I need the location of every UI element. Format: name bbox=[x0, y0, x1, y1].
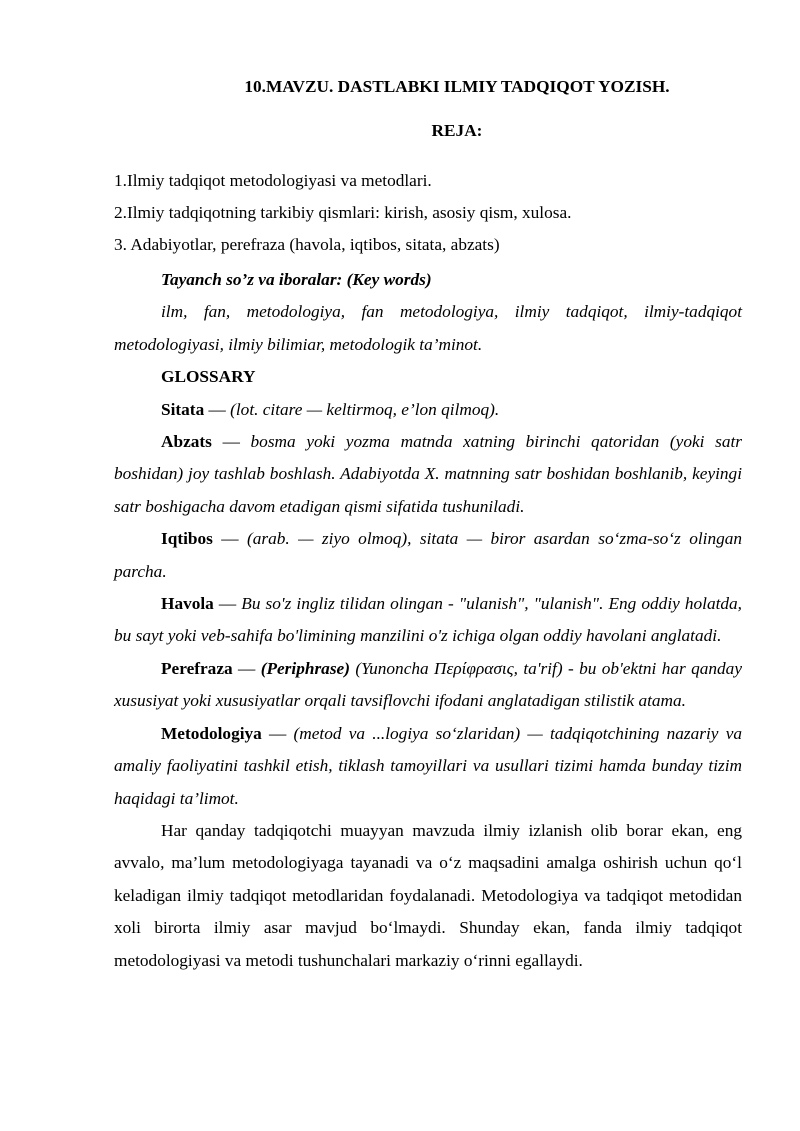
glossary-entry-perefraza bbox=[114, 653, 742, 718]
glossary-definition: (arab. — ziyo olmoq), sitata — biror asardan so‘zma-so‘z olingan parcha. bbox=[114, 529, 743, 581]
glossary-dash: — bbox=[261, 723, 294, 743]
glossary-dash: — bbox=[212, 529, 247, 549]
glossary-dash: — bbox=[213, 594, 242, 614]
plan-item: 1.Ilmiy tadqiqot metodologiyasi va metodlari. bbox=[114, 171, 432, 190]
keywords-text: ilm, fan, metodologiya, fan metodologiya, ilmiy tadqiqot, ilmiy-tadqiqot metodologiyasi, ilmiy bilimiar, metodologik ta’minot. bbox=[114, 302, 742, 354]
glossary-definition: (metod va ...logiya so‘zlaridan) — tadqiqotchining nazariy va amaliy faoliyatini tashkil etish, tiklash tamoyillari va usullari tizimi hamda bunday tizim haqidagi ta’limot. bbox=[114, 723, 743, 808]
document-body bbox=[114, 264, 742, 977]
glossary-term: Perefraza bbox=[161, 658, 233, 678]
glossary-dash: — bbox=[204, 399, 231, 419]
glossary-dash: — bbox=[232, 658, 261, 678]
glossary-definition: Bu so'z ingliz tilidan olingan - "ulanish", "ulanish". Eng oddiy holatda, bu sayt yoki veb-sahifa bo'limining manzilini o'z ichiga olgan oddiy havolani anglatadi. bbox=[114, 594, 742, 646]
plan-heading: REJA: bbox=[431, 121, 483, 140]
glossary-entry-iqtibos bbox=[114, 523, 742, 588]
glossary-term: Metodologiya bbox=[161, 723, 262, 743]
glossary-term-english: (Periphrase) bbox=[260, 658, 350, 678]
glossary-term: Iqtibos bbox=[161, 529, 213, 549]
glossary-heading: GLOSSARY bbox=[161, 367, 256, 387]
glossary-term: Abzats bbox=[161, 432, 212, 452]
plan-item: 2.Ilmiy tadqiqotning tarkibiy qismlari: kirish, asosiy qism, xulosa. bbox=[114, 203, 572, 222]
glossary-term: Sitata bbox=[161, 399, 205, 419]
glossary-entry-havola bbox=[114, 588, 742, 653]
keywords-heading: Tayanch so’z va iboralar: (Key words) bbox=[161, 270, 432, 289]
plan-item: 3. Adabiyotlar, perefraza (havola, iqtibos, sitata, abzats) bbox=[114, 235, 500, 254]
glossary-definition: (lot. citare — keltirmoq, e’lon qilmoq). bbox=[230, 399, 500, 419]
page-title: 10.MAVZU. DASTLABKI ILMIY TADQIQOT YOZISH. bbox=[244, 77, 670, 96]
body-paragraph: Har qanday tadqiqotchi muayyan mavzuda ilmiy izlanish olib borar ekan, eng avvalo, ma’lum metodologiyaga tayanadi va o‘z maqsadini amalga oshirish uchun qo‘l keladigan ilmiy tadqiqot metodlaridan foydalanadi. Metodologiya va tadqiqot metodidan xoli birorta ilmiy asar mavjud bo‘lmaydi. Shunday ekan, fanda ilmiy tadqiqot metodologiyasi va metodi tushunchalari markaziy o‘rinni egallaydi. bbox=[114, 820, 742, 970]
glossary-dash: — bbox=[211, 432, 251, 452]
glossary-definition: (Yunoncha Περίφρασις, ta'rif) - bu ob'ektni har qanday xususiyat yoki xususiyatlar orqali tavsiflovchi ifodani anglatadigan stilistik atama. bbox=[114, 658, 742, 711]
glossary-entry-metodologiya bbox=[114, 718, 742, 815]
plan-list bbox=[114, 169, 742, 265]
glossary-term: Havola bbox=[161, 594, 214, 614]
glossary-definition: bosma yoki yozma matnda xatning birinchi qatoridan (yoki satr boshidan) joy tashlab boshlash. Adabiyotda X. matnning satr boshidan boshlanib, keyingi satr boshigacha davom etadigan qismi sifatida tushuniladi. bbox=[114, 432, 742, 516]
glossary-entry-sitata bbox=[114, 394, 742, 426]
glossary-entry-abzats bbox=[114, 426, 742, 523]
